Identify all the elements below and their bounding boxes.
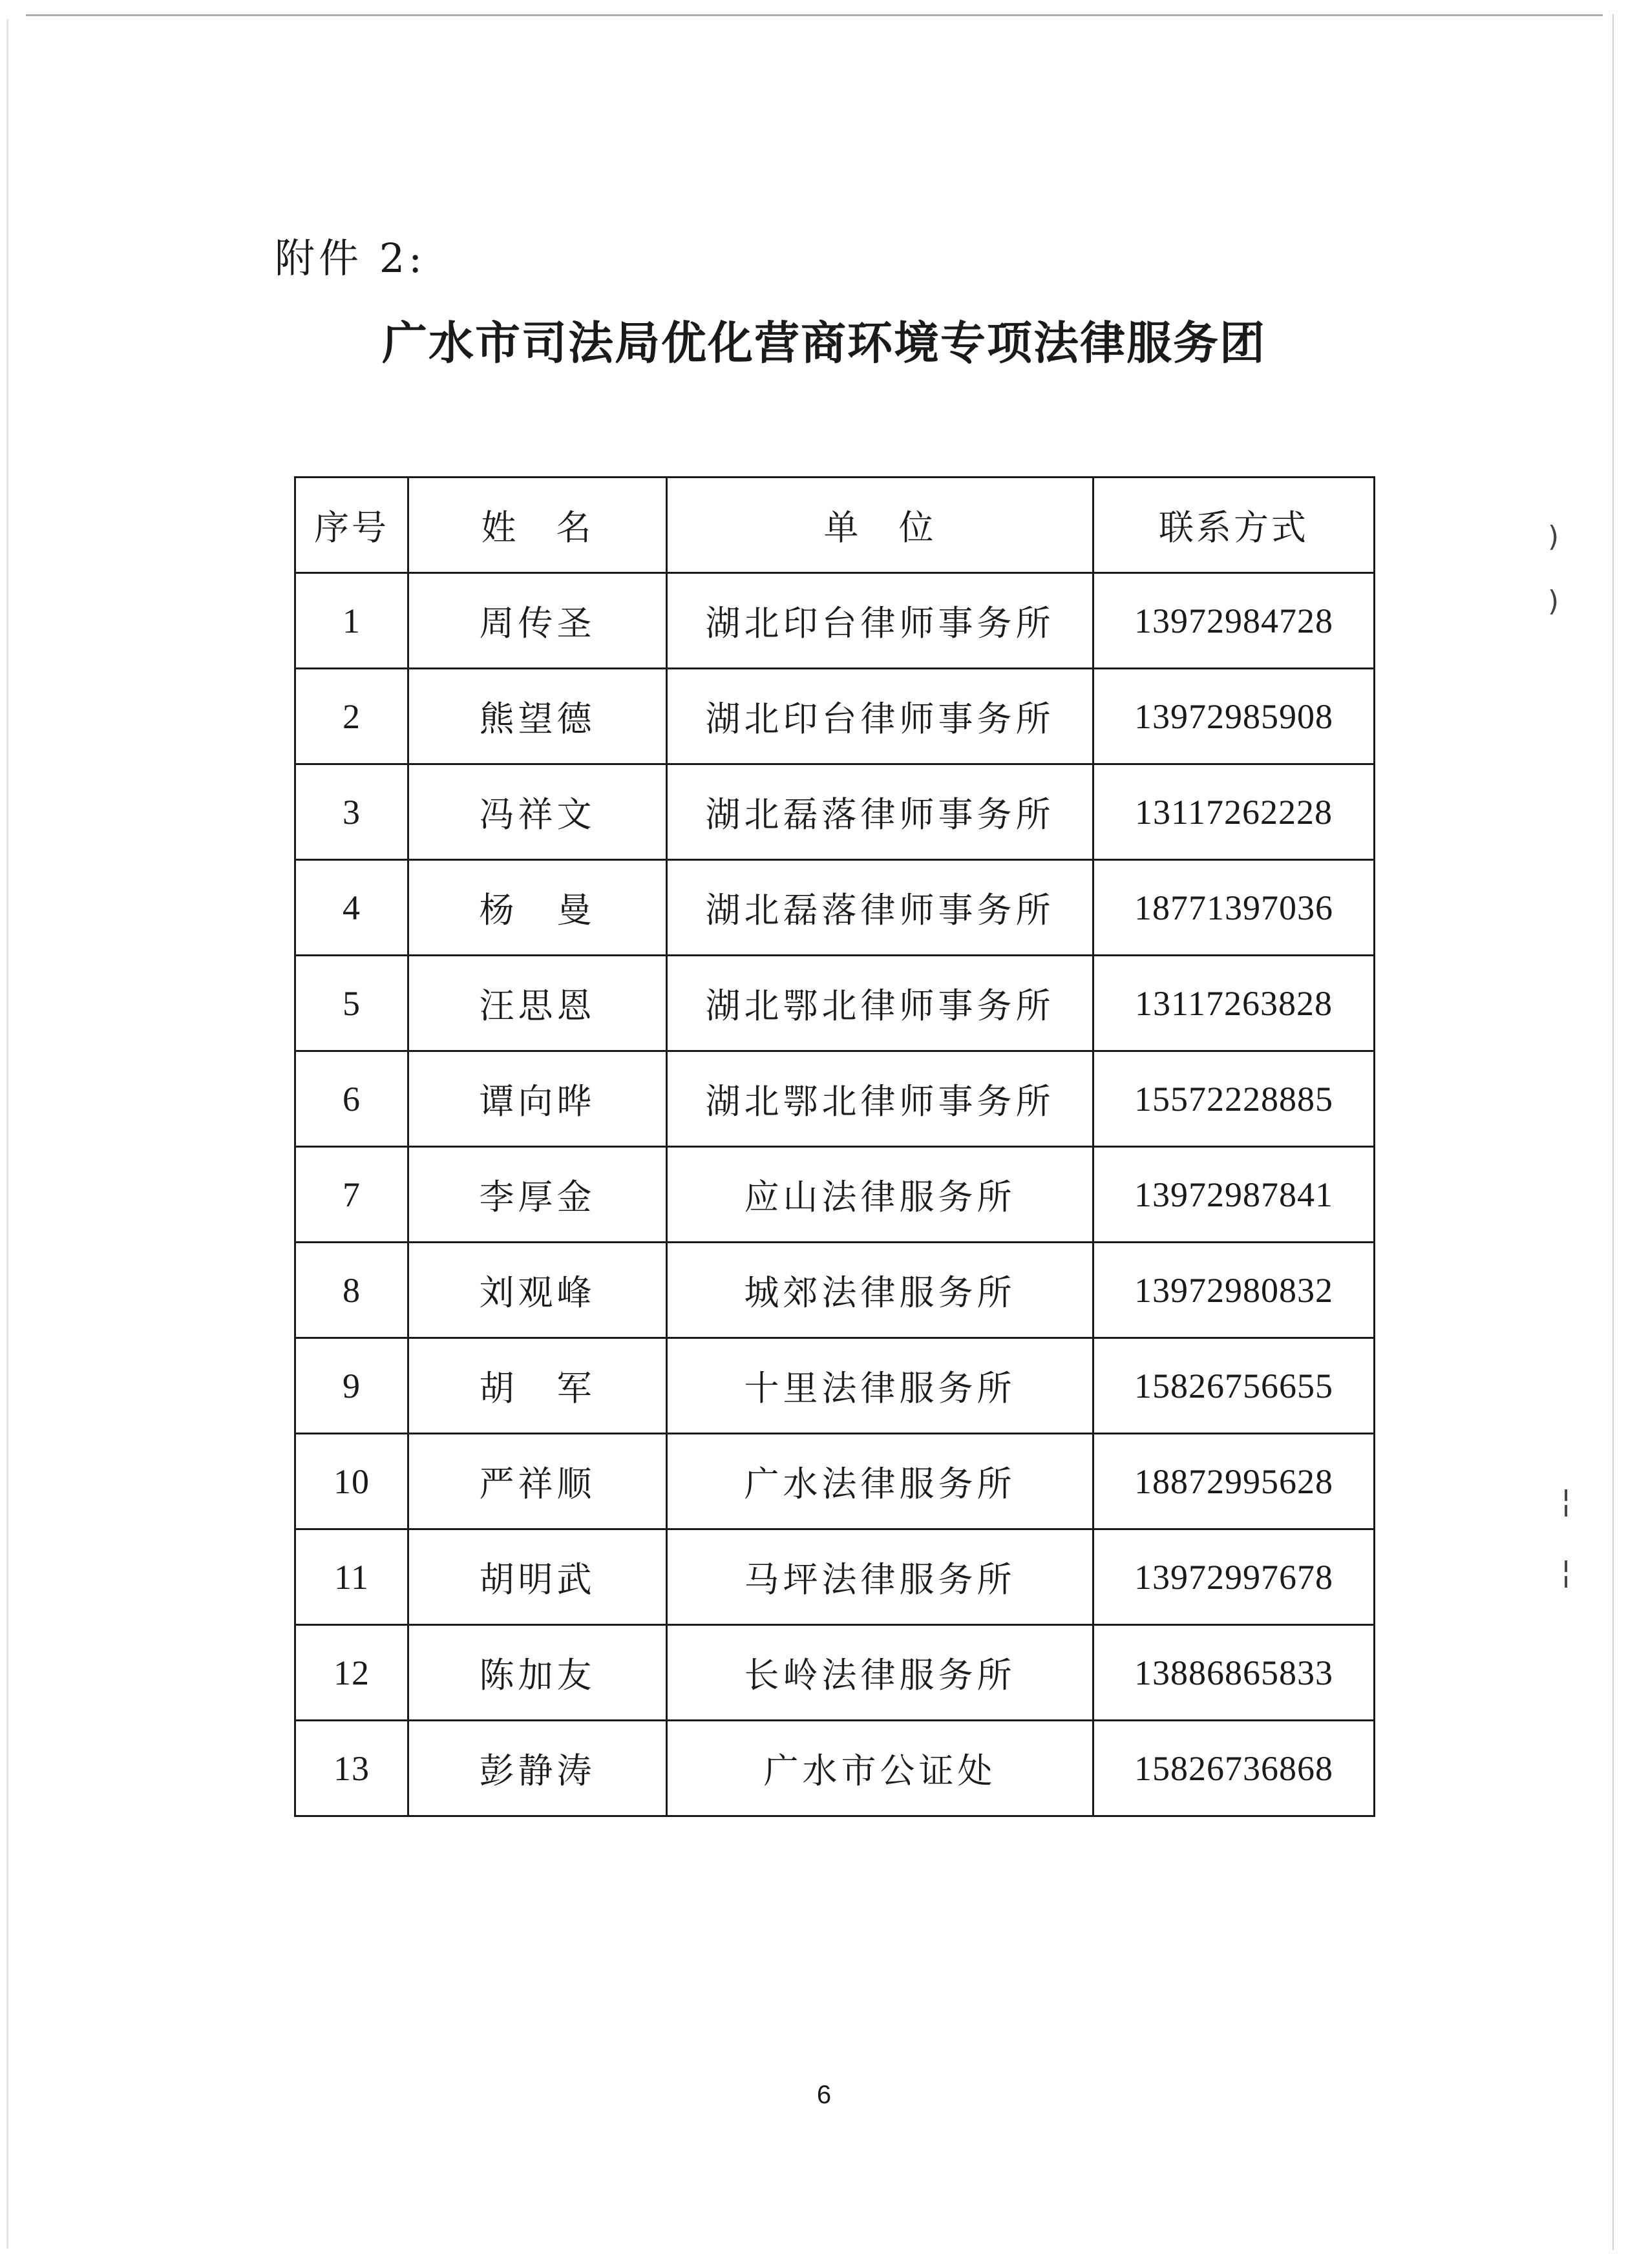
cell-unit: 湖北鄂北律师事务所 [667,1051,1093,1147]
cell-phone: 15826736868 [1093,1721,1375,1816]
cell-unit: 长岭法律服务所 [667,1625,1093,1721]
cell-name: 严祥顺 [408,1434,667,1529]
cell-serial-number: 2 [295,669,408,764]
cell-unit: 十里法律服务所 [667,1338,1093,1434]
cell-phone: 18771397036 [1093,860,1375,956]
cell-phone: 13972987841 [1093,1147,1375,1243]
cell-name: 彭静涛 [408,1721,667,1816]
cell-phone: 13972997678 [1093,1529,1375,1625]
cell-serial-number: 5 [295,956,408,1051]
cell-phone: 13972985908 [1093,669,1375,764]
cell-name: 胡明武 [408,1529,667,1625]
table-row [295,1625,1375,1721]
cell-name: 周传圣 [408,573,667,669]
cell-name: 李厚金 [408,1147,667,1243]
annex-label: 附件 2: [275,235,427,282]
cell-unit: 湖北磊落律师事务所 [667,860,1093,956]
scan-artifact-mark: ¦ [1561,1483,1572,1519]
cell-name: 胡 军 [408,1338,667,1434]
table-row [295,1243,1375,1338]
table-row [295,764,1375,860]
table-row [295,1147,1375,1243]
table-row [295,1434,1375,1529]
scan-artifact-mark: ) [1548,520,1559,553]
cell-phone: 13972984728 [1093,573,1375,669]
cell-unit: 湖北鄂北律师事务所 [667,956,1093,1051]
cell-name: 刘观峰 [408,1243,667,1338]
cell-unit: 应山法律服务所 [667,1147,1093,1243]
scan-edge-top [26,14,1603,16]
cell-serial-number: 12 [295,1625,408,1721]
scan-artifact-mark: ¦ [1561,1554,1572,1590]
cell-serial-number: 4 [295,860,408,956]
table-row [295,860,1375,956]
cell-name: 谭向晔 [408,1051,667,1147]
cell-name: 陈加友 [408,1625,667,1721]
table-row [295,1338,1375,1434]
cell-phone: 15572228885 [1093,1051,1375,1147]
cell-serial-number: 8 [295,1243,408,1338]
header-unit: 单 位 [667,478,1093,573]
cell-phone: 18872995628 [1093,1434,1375,1529]
cell-serial-number: 7 [295,1147,408,1243]
cell-unit: 马坪法律服务所 [667,1529,1093,1625]
cell-serial-number: 6 [295,1051,408,1147]
cell-phone: 13972980832 [1093,1243,1375,1338]
scan-artifact-mark: ) [1548,585,1559,618]
lawyer-roster-table [294,476,1375,1817]
cell-name: 杨 曼 [408,860,667,956]
table-row [295,669,1375,764]
table-row [295,1529,1375,1625]
cell-serial-number: 1 [295,573,408,669]
cell-unit: 广水市公证处 [667,1721,1093,1816]
cell-phone: 13117262228 [1093,764,1375,860]
cell-serial-number: 3 [295,764,408,860]
header-contact: 联系方式 [1093,478,1375,573]
cell-serial-number: 10 [295,1434,408,1529]
table-row [295,1051,1375,1147]
cell-serial-number: 11 [295,1529,408,1625]
header-name: 姓 名 [408,478,667,573]
header-serial-number: 序号 [295,478,408,573]
cell-name: 冯祥文 [408,764,667,860]
cell-name: 汪思恩 [408,956,667,1051]
document-title: 广水市司法局优化营商环境专项法律服务团 [382,317,1266,370]
page-number: 6 [816,2081,832,2109]
table-header-row [295,478,1375,573]
cell-phone: 13886865833 [1093,1625,1375,1721]
cell-phone: 15826756655 [1093,1338,1375,1434]
cell-unit: 城郊法律服务所 [667,1243,1093,1338]
table-row [295,956,1375,1051]
cell-name: 熊望德 [408,669,667,764]
table-row [295,573,1375,669]
cell-unit: 湖北印台律师事务所 [667,669,1093,764]
cell-serial-number: 13 [295,1721,408,1816]
table-row [295,1721,1375,1816]
cell-serial-number: 9 [295,1338,408,1434]
cell-unit: 湖北磊落律师事务所 [667,764,1093,860]
cell-phone: 13117263828 [1093,956,1375,1051]
cell-unit: 湖北印台律师事务所 [667,573,1093,669]
cell-unit: 广水法律服务所 [667,1434,1093,1529]
